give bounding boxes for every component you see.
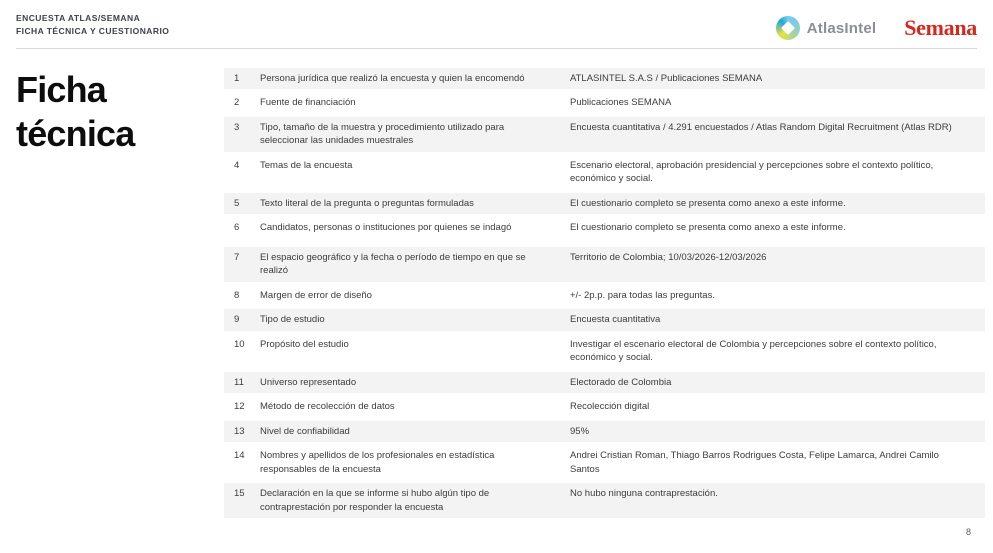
row-label: Nombres y apellidos de los profesionales en estadística responsables de la encuesta	[260, 450, 495, 475]
row-label: Tipo, tamaño de la muestra y procedimiento utilizado para seleccionar las unidades muestrales	[260, 121, 505, 147]
table-row	[224, 155, 985, 190]
row-number: 12	[234, 401, 245, 413]
row-label: Texto literal de la pregunta o preguntas formuladas	[260, 197, 474, 209]
row-value: El cuestionario completo se presenta como anexo a este informe.	[570, 197, 846, 209]
row-value: Electorado de Colombia	[570, 376, 672, 388]
row-label: Método de recolección de datos	[260, 401, 395, 413]
atlasintel-logo-text: AtlasIntel	[806, 19, 877, 37]
row-value: Encuesta cuantitativa / 4.291 encuestados / Atlas Random Digital Recruitment (Atlas RDR)	[570, 121, 952, 133]
header-meta	[16, 12, 169, 38]
table-row	[224, 117, 985, 152]
table-row	[224, 68, 985, 89]
table-row	[224, 309, 985, 330]
row-value: Investigar el escenario electoral de Colombia y percepciones sobre el contexto político, económico y social.	[570, 338, 937, 364]
atlasintel-logo-icon	[776, 16, 800, 40]
row-number: 6	[234, 222, 240, 234]
row-value: ATLASINTEL S.A.S / Publicaciones SEMANA	[570, 73, 763, 84]
table-row	[224, 334, 985, 369]
row-label: Nivel de confiabilidad	[260, 425, 350, 437]
row-label: Declaración en la que se informe si hubo algún tipo de contraprestación por responder la encuesta	[260, 488, 490, 513]
page-number: 8	[965, 527, 971, 537]
table-row	[224, 483, 985, 518]
row-value: Recolección digital	[570, 401, 650, 413]
row-number: 1	[234, 73, 240, 84]
atlasintel-logo	[776, 16, 877, 40]
row-number: 11	[234, 376, 244, 388]
row-number: 10	[234, 338, 245, 350]
row-value: Escenario electoral, aprobación presidencial y percepciones sobre el contexto político, económico y social.	[570, 159, 934, 185]
brand-row	[776, 15, 977, 41]
row-number: 14	[234, 450, 245, 462]
row-label: Persona jurídica que realizó la encuesta y quien la encomendó	[260, 73, 525, 84]
row-label: Fuente de financiación	[260, 97, 356, 109]
semana-logo: Semana	[904, 15, 977, 40]
table-row	[224, 217, 985, 238]
row-number: 3	[234, 121, 240, 133]
page-title: Ficha técnica	[16, 69, 135, 154]
row-number: 7	[234, 251, 240, 263]
table-row	[224, 193, 985, 214]
table-row	[224, 421, 985, 442]
row-value: Andrei Cristian Roman, Thiago Barros Rodrigues Costa, Felipe Lamarca, Andrei Camilo Santos	[570, 450, 939, 475]
row-number: 2	[234, 97, 240, 109]
row-value: Encuesta cuantitativa	[570, 314, 661, 326]
row-label: Temas de la encuesta	[260, 159, 353, 171]
table-row	[224, 445, 985, 480]
table-row	[224, 285, 985, 306]
row-number: 15	[234, 488, 245, 500]
table-row	[224, 396, 985, 417]
row-label: Candidatos, personas o instituciones por quienes se indagó	[260, 222, 512, 234]
content	[0, 49, 993, 518]
row-value: Territorio de Colombia; 10/03/2026-12/03/2026	[570, 251, 767, 263]
table-row	[224, 247, 985, 282]
row-value: 95%	[570, 425, 590, 437]
row-value: No hubo ninguna contraprestación.	[570, 488, 718, 500]
header-line2: FICHA TÉCNICA Y CUESTIONARIO	[16, 25, 170, 36]
row-label: El espacio geográfico y la fecha o período de tiempo en que se realizó	[260, 251, 526, 277]
row-value: El cuestionario completo se presenta como anexo a este informe.	[570, 222, 846, 234]
row-value: Publicaciones SEMANA	[570, 97, 672, 109]
header	[0, 0, 993, 48]
row-number: 5	[234, 197, 240, 209]
row-number: 8	[234, 289, 240, 301]
table-row	[224, 92, 985, 113]
row-label: Propósito del estudio	[260, 338, 349, 350]
diamond-icon	[781, 21, 795, 35]
row-number: 9	[234, 314, 240, 326]
row-number: 4	[234, 159, 240, 171]
row-value: +/- 2p.p. para todas las preguntas.	[570, 289, 715, 301]
row-label: Tipo de estudio	[260, 314, 325, 326]
table	[224, 68, 985, 518]
table-row	[224, 372, 985, 393]
header-line1: ENCUESTA ATLAS/SEMANA	[16, 13, 141, 23]
row-label: Margen de error de diseño	[260, 289, 372, 301]
row-label: Universo representado	[260, 376, 357, 388]
row-number: 13	[234, 425, 245, 437]
